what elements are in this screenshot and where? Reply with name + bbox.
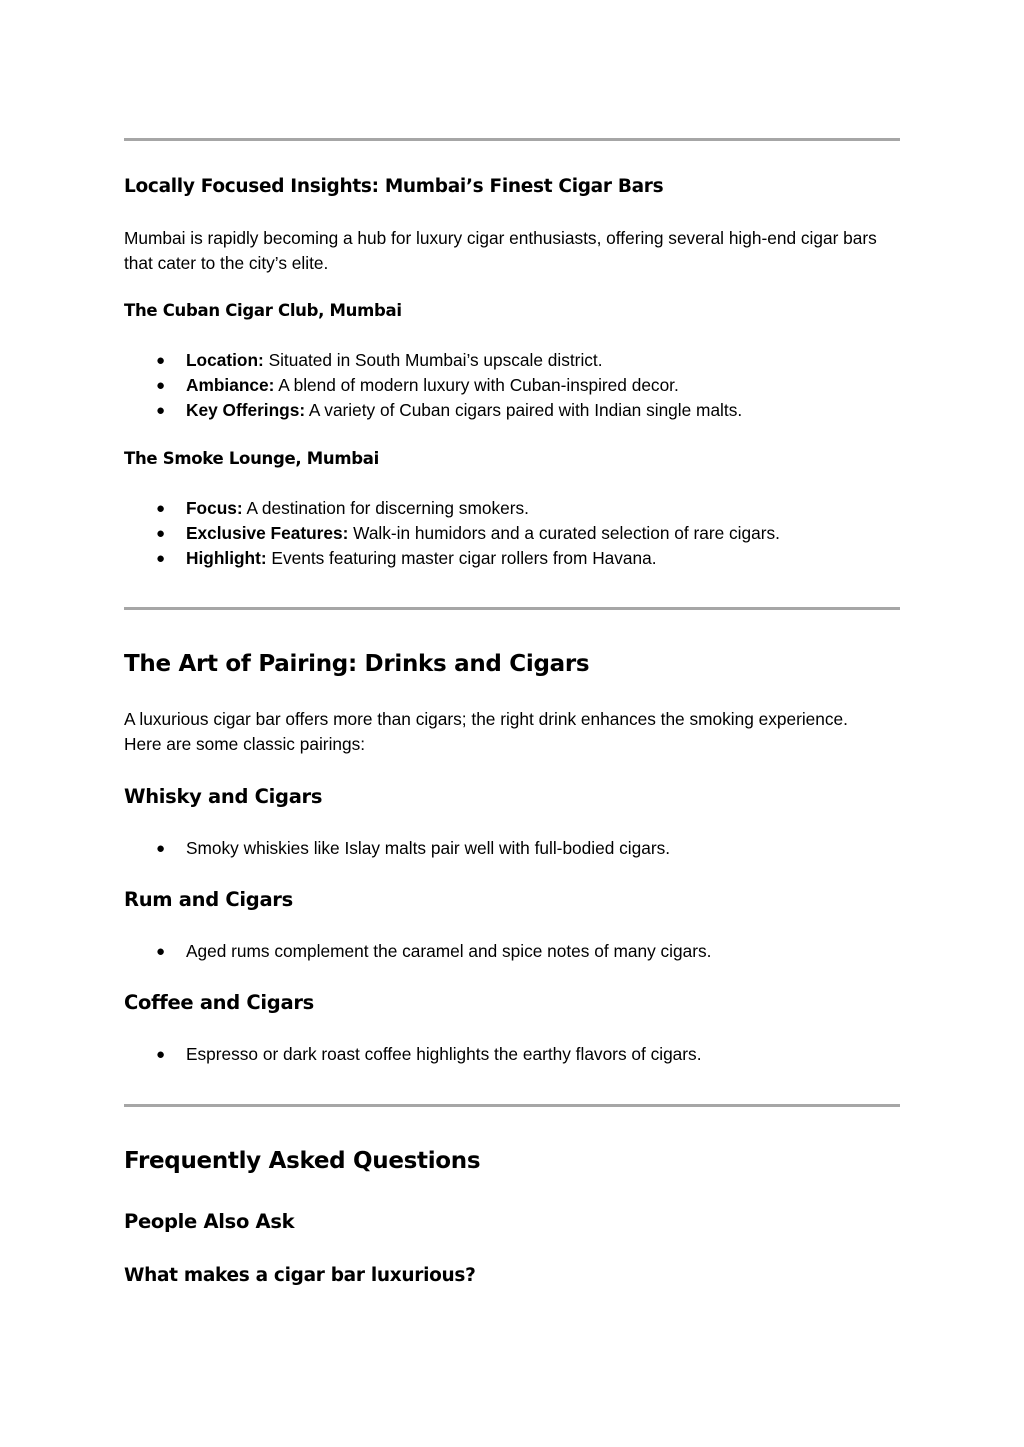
item-term: Focus: <box>186 498 243 518</box>
list-item-key-offerings <box>124 398 742 423</box>
smoke-lounge-details-list <box>124 496 780 571</box>
section-divider <box>124 1104 900 1107</box>
list-item-location <box>124 348 742 373</box>
section-title-pairing: The Art of Pairing: Drinks and Cigars <box>124 651 590 677</box>
pairing-heading-rum: Rum and Cigars <box>124 888 293 911</box>
item-text: Walk-in humidors and a curated selection of rare cigars. <box>348 523 780 543</box>
bullet-icon: ● <box>156 550 166 567</box>
item-term: Ambiance: <box>186 375 275 395</box>
item-term: Highlight: <box>186 548 267 568</box>
faq-question: What makes a cigar bar luxurious? <box>124 1265 476 1286</box>
list-item <box>124 1042 702 1067</box>
section-title-mumbai-cigar-bars: Locally Focused Insights: Mumbai’s Finest Cigar Bars <box>124 176 664 197</box>
item-term: Key Offerings: <box>186 400 306 420</box>
item-text: Aged rums complement the caramel and spice notes of many cigars. <box>186 941 712 961</box>
item-text: Espresso or dark roast coffee highlights the earthy flavors of cigars. <box>186 1044 702 1064</box>
list-item <box>124 836 670 861</box>
item-text: A variety of Cuban cigars paired with Indian single malts. <box>305 400 743 420</box>
bullet-icon: ● <box>156 1046 166 1063</box>
item-text: A blend of modern luxury with Cuban-inspired decor. <box>274 375 679 395</box>
coffee-pairing-list <box>124 1042 702 1067</box>
item-text: Smoky whiskies like Islay malts pair well with full-bodied cigars. <box>186 838 671 858</box>
pairing-heading-coffee: Coffee and Cigars <box>124 991 314 1014</box>
item-text: Situated in South Mumbai’s upscale district. <box>263 350 603 370</box>
rum-pairing-list <box>124 939 711 964</box>
faq-subtitle-people-also-ask: People Also Ask <box>124 1210 295 1233</box>
section-title-faq: Frequently Asked Questions <box>124 1148 481 1174</box>
item-text: Events featuring master cigar rollers from Havana. <box>266 548 657 568</box>
list-item-ambiance <box>124 373 742 398</box>
bullet-icon: ● <box>156 377 166 394</box>
section-divider <box>124 138 900 141</box>
item-term: Exclusive Features: <box>186 523 349 543</box>
list-item-highlight <box>124 546 780 571</box>
item-term: Location: <box>186 350 264 370</box>
item-text: A destination for discerning smokers. <box>242 498 529 518</box>
bar-heading-cuban-cigar-club: The Cuban Cigar Club, Mumbai <box>124 301 402 320</box>
whisky-pairing-list <box>124 836 670 861</box>
section-divider <box>124 607 900 610</box>
list-item-exclusive-features <box>124 521 780 546</box>
bullet-icon: ● <box>156 840 166 857</box>
list-item <box>124 939 711 964</box>
pairing-heading-whisky: Whisky and Cigars <box>124 785 323 808</box>
list-item-focus <box>124 496 780 521</box>
bullet-icon: ● <box>156 525 166 542</box>
pairing-intro-paragraph: A luxurious cigar bar offers more than cigars; the right drink enhances the smoking experience. Here are some classic pairings: <box>124 709 848 754</box>
bullet-icon: ● <box>156 943 166 960</box>
mumbai-intro-paragraph: Mumbai is rapidly becoming a hub for luxury cigar enthusiasts, offering several high-end cigar bars that cater to the city’s elite. <box>124 228 877 273</box>
bullet-icon: ● <box>156 402 166 419</box>
bar-heading-smoke-lounge: The Smoke Lounge, Mumbai <box>124 449 379 468</box>
bullet-icon: ● <box>156 500 166 517</box>
cuban-cigar-club-details-list <box>124 348 742 423</box>
bullet-icon: ● <box>156 352 166 369</box>
